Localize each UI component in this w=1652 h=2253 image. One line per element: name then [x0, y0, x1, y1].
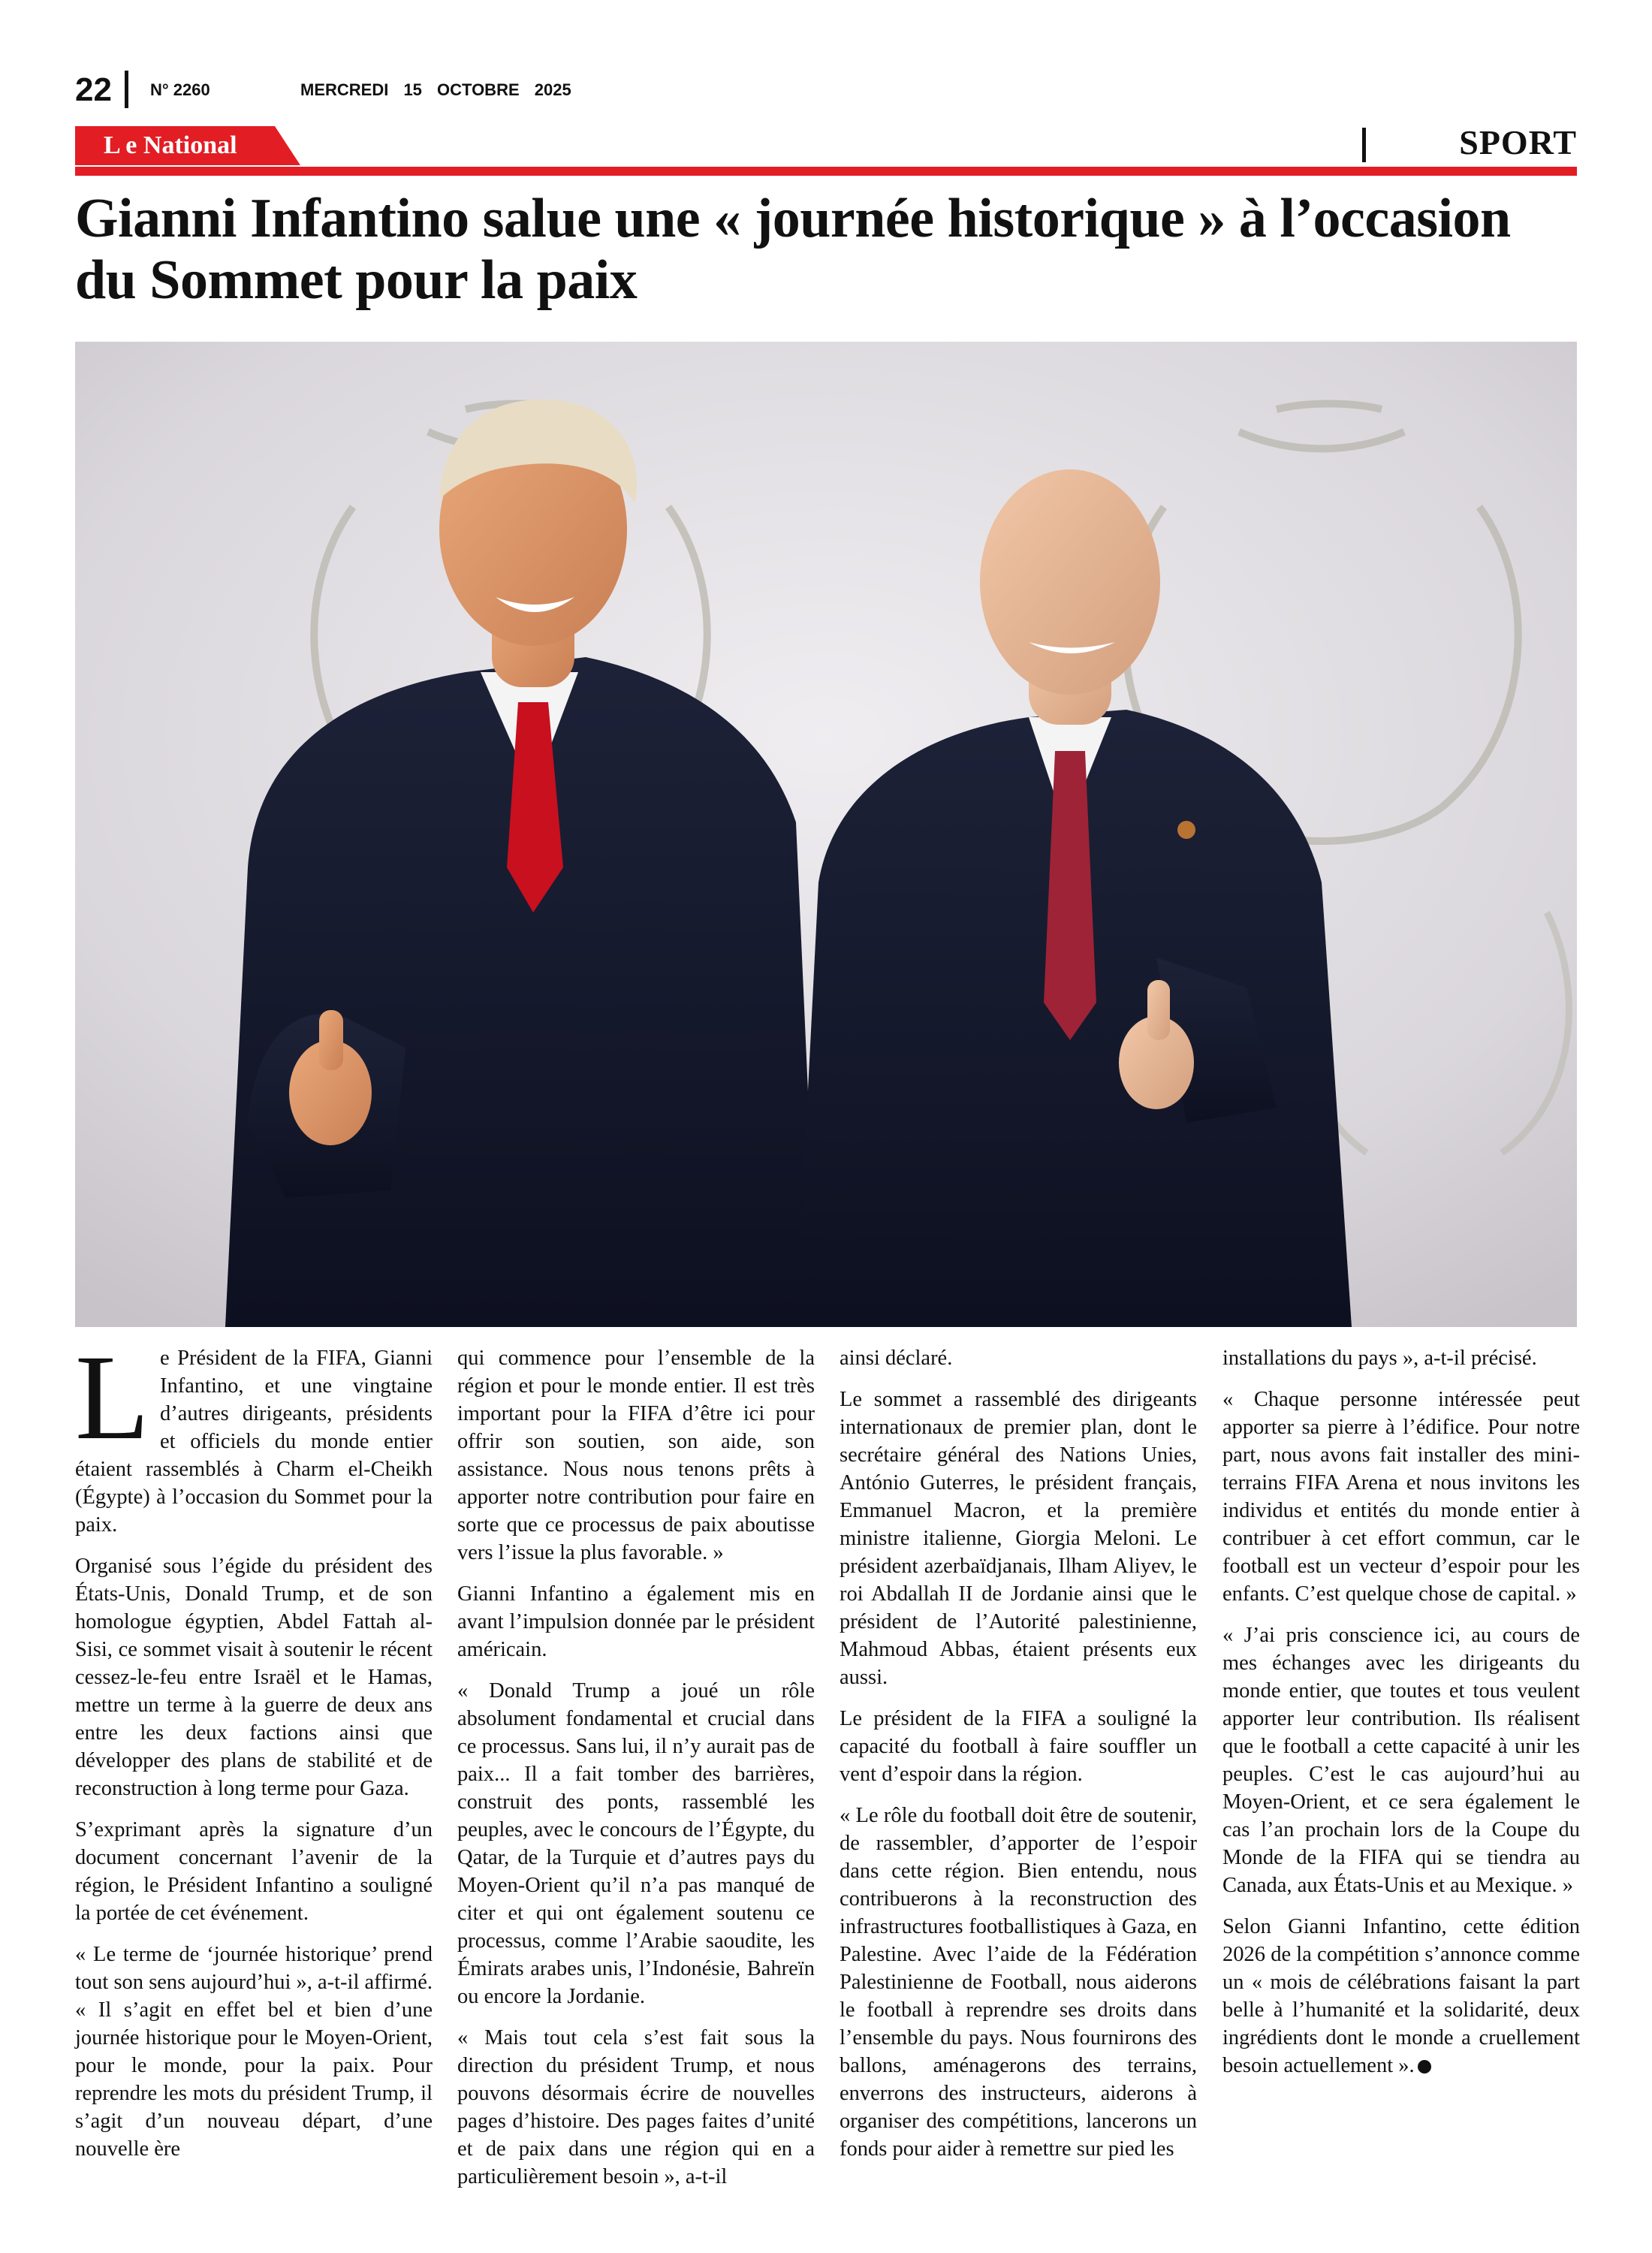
- paragraph: Selon Gianni Infantino, cette édition 2026 de la compétition s’annonce comme un « mois de célébrations faisant la part belle à l’humanité et la solidarité, deux ingrédients dont le monde a cruellement besoin actuellement ».: [1222, 1915, 1580, 2077]
- article-column-3: [840, 1344, 1197, 2176]
- end-of-article-mark: [1418, 2060, 1431, 2074]
- paragraph: « Le rôle du football doit être de soutenir, de rassembler, d’apporter de l’espoir dans cette région. Bien entendu, nous contribuerons à la reconstruction des infrastructures footballistiques à Gaza, en Palestine. Avec l’aide de la Fédération Palestinienne de Football, nous aiderons le football à reprendre ses droits dans l’ensemble du pays. Nous fournirons des ballons, aménagerons des terrains, enverrons des instructeurs, aiderons à organiser des compétitions, lancerons un fonds pour aider à remettre sur pied les: [840, 1804, 1197, 2161]
- paragraph: qui commence pour l’ensemble de la région et pour le monde entier. Il est très important pour la FIFA d’être ici pour offrir son soutien, son aide, son assistance. Nous nous tenons prêts à apporter notre contribution pour faire en sorte que ce processus de paix aboutisse vers l’issue la plus favorable. »: [457, 1347, 815, 1564]
- paragraph: Le Président de la FIFA, Gianni Infantino, et une vingtaine d’autres dirigeants, présidents et officiels du monde entier étaient rassemblés à Charm el-Cheikh (Égypte) à l’occasion du Sommet pour la paix.: [75, 1331, 433, 1537]
- paragraph: Le président de la FIFA a souligné la capacité du football à faire souffler un vent d’espoir dans la région.: [840, 1707, 1197, 1786]
- paragraph: « Mais tout cela s’est fait sous la direction du président Trump, et nous pouvons désormais écrire de nouvelles pages d’histoire. Des pages faites d’unité et de paix dans une région qui en a particulièrement besoin », a-t-il: [457, 2026, 815, 2188]
- article-title: Gianni Infantino salue une « journée historique » à l’occasion du Sommet pour la paix: [75, 188, 1511, 311]
- paragraph: Gianni Infantino a également mis en avant l’impulsion donnée par le président américain.: [457, 1582, 815, 1661]
- paragraph: « Le terme de ‘journée historique’ prend tout son sens aujourd’hui », a-t-il affirmé. « Il s’agit en effet bel et bien d’une journée historique pour le Moyen-Orient, pour le monde, pour la paix. Pour reprendre les mots du président Trump, il s’agit d’un nouveau départ, d’une nouvelle ère: [75, 1943, 433, 2161]
- paragraph: installations du pays », a-t-il précisé.: [1222, 1347, 1537, 1370]
- paragraph: Organisé sous l’égide du président des États-Unis, Donald Trump, et de son homologue égyptien, Abdel Fattah al-Sisi, ce sommet visait à soutenir le récent cessez-le-feu entre Israël et le Hamas, mettre un terme à la guerre de deux ans entre les deux factions ainsi que développer des plans de stabilité et de reconstruction à long terme pour Gaza.: [75, 1555, 433, 1800]
- masthead-divider: [125, 71, 128, 108]
- article-column-1: [75, 1331, 433, 2176]
- paragraph: Le sommet a rassemblé des dirigeants internationaux de premier plan, dont le secrétaire général des Nations Unies, António Guterres, le président français, Emmanuel Macron, et la première ministre italienne, Giorgia Meloni. Le président azerbaïdjanais, Ilham Aliyev, le roi Abdallah II de Jordanie ainsi que le président de l’Autorité palestinienne, Mahmoud Abbas, étaient présents eux aussi.: [840, 1388, 1197, 1689]
- paragraph: « J’ai pris conscience ici, au cours de mes échanges avec les dirigeants du monde entier, que toutes et tous veulent apporter leur contribution. Ils réalisent que le football a cette capacité à unir les peuples. C’est le cas aujourd’hui au Moyen-Orient, et ce sera également le cas l’an prochain lors de la Coupe du Monde de la FIFA qui se tiendra au Canada, aux États-Unis et au Mexique. »: [1222, 1624, 1580, 1897]
- paragraph: S’exprimant après la signature d’un document concernant l’avenir de la région, le Président Infantino a souligné la portée de cet événement.: [75, 1818, 433, 1925]
- photo-illustration: [75, 342, 1577, 1327]
- header-rule: [75, 167, 1577, 176]
- paragraph: « Donald Trump a joué un rôle absolument fondamental et crucial dans ce processus. Sans lui, il n’y aurait pas de paix... Il a fait tomber des barrières, construit des ponts, rassemblé les peuples, avec le concours de l’Égypte, du Qatar, de la Turquie et d’autres pays du Moyen-Orient qu’il n’a pas manqué de citer et qui ont également soutenu ce processus, comme l’Arabie saoudite, les Émirats arabes unis, l’Indonésie, Bahreïn ou encore la Jordanie.: [457, 1679, 815, 2008]
- drop-cap: L: [75, 1331, 149, 1465]
- article-photo: [75, 342, 1577, 1327]
- paragraph: « Chaque personne intéressée peut apporter sa pierre à l’édifice. Pour notre part, nous avons fait installer des mini-terrains FIFA Arena et nous invitons les individus et entités du monde entier à contribuer à cet effort commun, car le football est un vecteur d’espoir pour les enfants. C’est quelque chose de capital. »: [1222, 1388, 1580, 1606]
- issue-number: N° 2260: [150, 80, 210, 99]
- section-divider: [1362, 128, 1366, 162]
- masthead: [75, 69, 1577, 111]
- paragraph: ainsi déclaré.: [840, 1347, 953, 1370]
- page-number: 22: [75, 71, 112, 108]
- article-column-2: [457, 1344, 815, 2204]
- article-body: [75, 1331, 1580, 2238]
- section-label: SPORT: [1459, 123, 1577, 161]
- issue-date: MERCREDI 15 OCTOBRE 2025: [300, 80, 571, 99]
- brand-name: L e National: [104, 131, 237, 159]
- brand-banner: [75, 126, 300, 165]
- article-column-4: [1222, 1344, 1580, 2093]
